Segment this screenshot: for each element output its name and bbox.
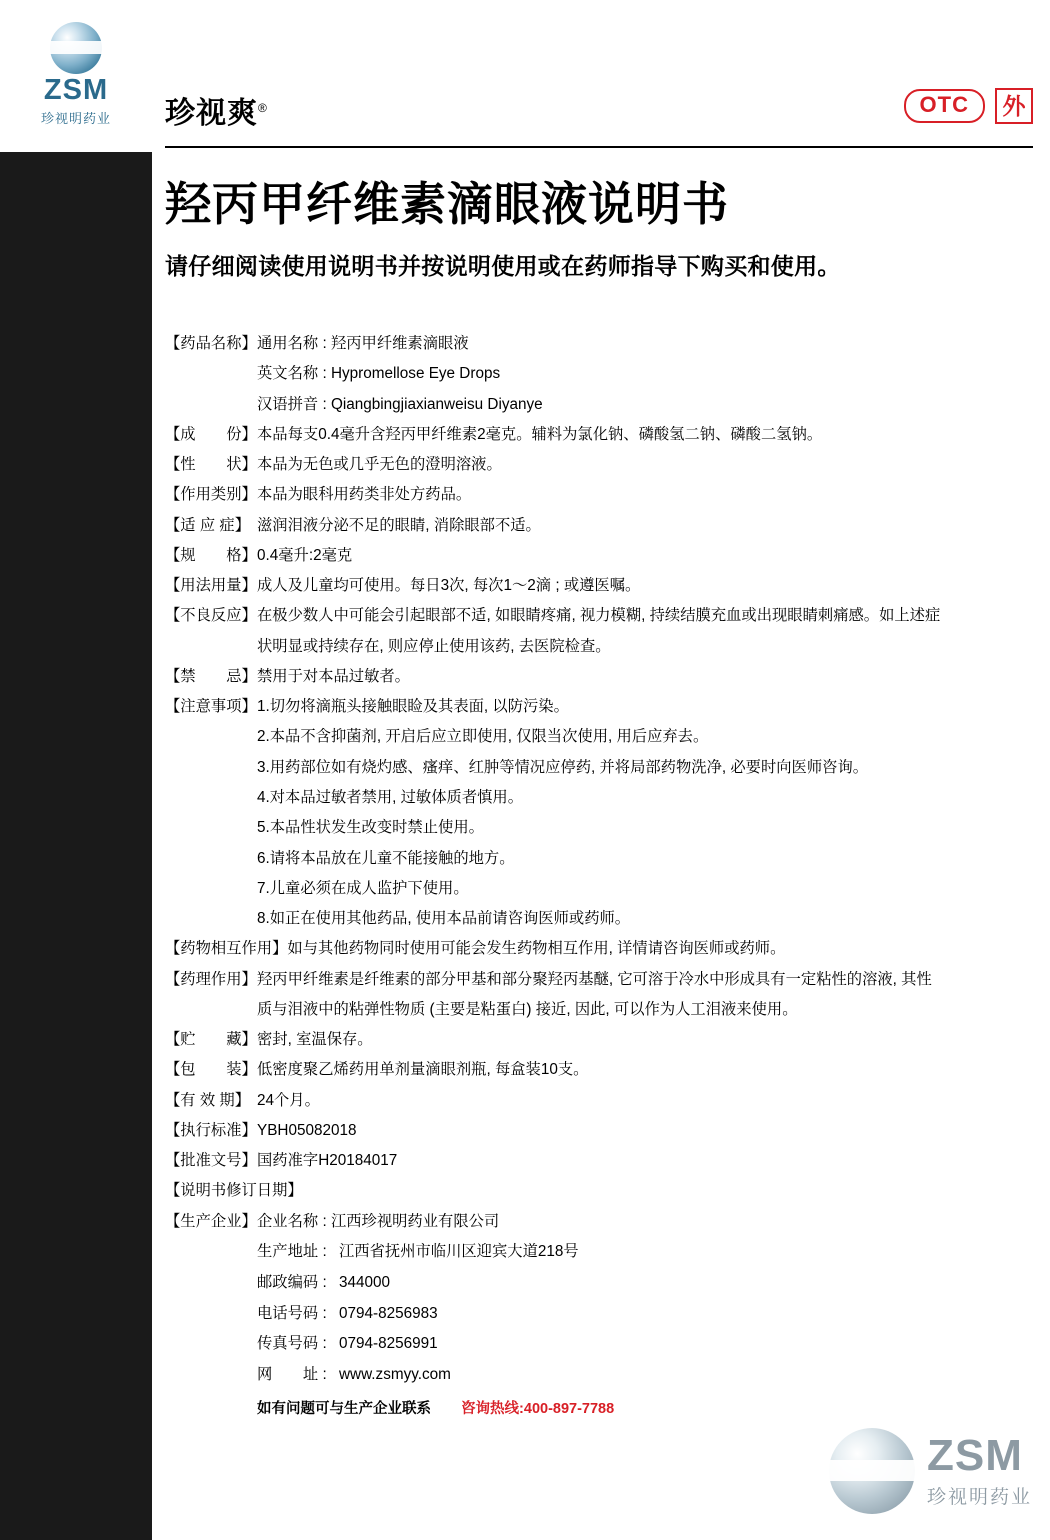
registered-mark: ® xyxy=(258,101,268,115)
section-dosage xyxy=(165,574,1033,599)
section-specification xyxy=(165,544,1033,569)
section-shelf-life xyxy=(165,1089,1033,1114)
section-label-storage: 【贮 藏】 xyxy=(165,1031,257,1049)
product-trademark-text: 珍视爽 xyxy=(165,97,258,130)
section-value-shelf-life: 24个月。 xyxy=(257,1091,320,1109)
header-divider xyxy=(165,146,1033,148)
contact-row-address xyxy=(257,1240,1033,1265)
contact-label-address: 生产地址 : xyxy=(257,1242,327,1260)
footer-logo-cn: 珍视明药业 xyxy=(926,1486,1032,1508)
section-label-standard: 【执行标准】 xyxy=(165,1121,257,1139)
section-value-manufacturer-name: 企业名称 : 江西珍视明药业有限公司 xyxy=(257,1212,500,1230)
section-ingredients xyxy=(165,423,1033,448)
footer-hotline: 咨询热线:400-897-7788 xyxy=(461,1400,615,1417)
section-value-dosage: 成人及儿童均可使用。每日3次, 每次1～2滴 ; 或遵医嘱。 xyxy=(257,577,641,595)
section-storage xyxy=(165,1028,1033,1053)
section-value-appearance: 本品为无色或几乎无色的澄明溶液。 xyxy=(257,456,502,474)
section-label-pharmacology: 【药理作用】 xyxy=(165,970,257,988)
section-label-ingredients: 【成 份】 xyxy=(165,425,257,443)
section-appearance xyxy=(165,453,1033,478)
zsm-sphere-icon-footer xyxy=(829,1428,915,1514)
section-indication xyxy=(165,514,1033,539)
section-value-specification: 0.4毫升:2毫克 xyxy=(257,546,353,564)
contact-value-address: 江西省抚州市临川区迎宾大道218号 xyxy=(339,1242,579,1260)
section-value-drug-name-english: 英文名称 : Hypromellose Eye Drops xyxy=(257,365,501,383)
brand-logo-cn: 珍视明药业 xyxy=(40,111,111,126)
section-manufacturer xyxy=(165,1210,1033,1235)
precaution-item-4: 4.对本品过敏者禁用, 过敏体质者慎用。 xyxy=(257,788,524,806)
contact-value-website[interactable]: www.zsmyy.com xyxy=(339,1366,451,1384)
otc-badge: OTC xyxy=(904,89,985,122)
precaution-item-5: 5.本品性状发生改变时禁止使用。 xyxy=(257,819,484,837)
footer-logo xyxy=(829,1428,1032,1514)
section-pharmacology xyxy=(165,968,1033,993)
section-label-adverse-reactions: 【不良反应】 xyxy=(165,607,257,625)
precaution-item-6: 6.请将本品放在儿童不能接触的地方。 xyxy=(257,849,515,867)
section-label-dosage: 【用法用量】 xyxy=(165,577,257,595)
contact-label-fax: 传真号码 : xyxy=(257,1335,327,1353)
section-value-adverse-reactions-line1: 在极少数人中可能会引起眼部不适, 如眼睛疼痛, 视力模糊, 持续结膜充血或出现眼睛刺痛感。如上述症 xyxy=(257,607,941,625)
document-content xyxy=(165,0,1035,1540)
contact-label-website: 网 址 : xyxy=(257,1366,327,1384)
section-value-storage: 密封, 室温保存。 xyxy=(257,1031,373,1049)
contact-row-postcode xyxy=(257,1271,1033,1296)
section-value-category: 本品为眼科用药类非处方药品。 xyxy=(257,486,472,504)
section-label-indication: 【适 应 症】 xyxy=(165,516,250,534)
section-value-pharmacology-line1: 羟丙甲纤维素是纤维素的部分甲基和部分聚羟丙基醚, 它可溶于冷水中形成具有一定粘性的溶液, 其性 xyxy=(257,970,932,988)
section-label-contraindications: 【禁 忌】 xyxy=(165,667,257,685)
section-label-revision-date: 【说明书修订日期】 xyxy=(165,1182,303,1200)
badge-group xyxy=(904,88,1033,124)
section-label-package: 【包 装】 xyxy=(165,1061,257,1079)
section-value-ingredients: 本品每支0.4毫升含羟丙甲纤维素2毫克。辅料为氯化钠、磷酸氢二钠、磷酸二氢钠。 xyxy=(257,425,823,443)
section-value-drug-interactions: 如与其他药物同时使用可能会发生药物相互作用, 详情请咨询医师或药师。 xyxy=(287,940,786,958)
contact-label-postcode: 邮政编码 : xyxy=(257,1273,327,1291)
contact-value-fax: 0794-8256991 xyxy=(339,1335,438,1353)
section-label-precautions: 【注意事项】 xyxy=(165,698,257,716)
section-value-package: 低密度聚乙烯药用单剂量滴眼剂瓶, 每盒装10支。 xyxy=(257,1061,589,1079)
section-value-indication: 滋润泪液分泌不足的眼睛, 消除眼部不适。 xyxy=(257,516,541,534)
product-trademark xyxy=(165,88,268,132)
section-value-drug-name-pinyin: 汉语拼音 : Qiangbingjiaxianweisu Diyanye xyxy=(257,395,543,413)
section-package xyxy=(165,1058,1033,1083)
contact-value-phone: 0794-8256983 xyxy=(339,1304,438,1322)
contact-row-website xyxy=(257,1363,1033,1388)
section-value-approval-number: 国药准字H20184017 xyxy=(257,1152,398,1170)
contact-value-postcode: 344000 xyxy=(339,1273,391,1291)
section-adverse-reactions xyxy=(165,604,1033,629)
section-label-appearance: 【性 状】 xyxy=(165,456,257,474)
footer-contact-note xyxy=(257,1398,1033,1421)
precaution-item-8: 8.如正在使用其他药品, 使用本品前请咨询医师或药师。 xyxy=(257,910,631,928)
precaution-item-1: 1.切勿将滴瓶头接触眼睑及其表面, 以防污染。 xyxy=(257,698,569,716)
section-contraindications xyxy=(165,665,1033,690)
section-label-drug-name: 【药品名称】 xyxy=(165,335,257,352)
page-subtitle: 请仔细阅读使用说明书并按说明使用或在药师指导下购买和使用。 xyxy=(165,253,841,279)
precaution-item-2: 2.本品不含抑菌剂, 开启后应立即使用, 仅限当次使用, 用后应弃去。 xyxy=(257,728,709,746)
left-decorative-band xyxy=(0,0,152,1540)
section-standard xyxy=(165,1119,1033,1144)
section-label-shelf-life: 【有 效 期】 xyxy=(165,1091,250,1109)
section-drug-name xyxy=(165,332,1033,357)
zsm-sphere-icon xyxy=(50,22,102,74)
section-drug-interactions xyxy=(165,937,1033,962)
footer-logo-text: ZSM xyxy=(926,1430,1023,1480)
external-use-badge: 外 xyxy=(995,88,1033,124)
section-value-drug-name-generic: 通用名称 : 羟丙甲纤维素滴眼液 xyxy=(257,335,469,352)
section-category xyxy=(165,483,1033,508)
section-value-adverse-reactions-line2: 状明显或持续存在, 则应停止使用该药, 去医院检查。 xyxy=(257,637,611,655)
contact-row-fax xyxy=(257,1332,1033,1357)
section-label-approval-number: 【批准文号】 xyxy=(165,1152,257,1170)
contact-row-phone xyxy=(257,1302,1033,1327)
section-value-pharmacology-line2: 质与泪液中的粘弹性物质 (主要是粘蛋白) 接近, 因此, 可以作为人工泪液来使用。 xyxy=(257,1000,798,1018)
brand-logo-text: ZSM xyxy=(43,74,109,106)
brand-logo xyxy=(14,22,138,134)
precaution-item-3: 3.用药部位如有烧灼感、瘙痒、红肿等情况应停药, 并将局部药物洗净, 必要时向医师咨询。 xyxy=(257,758,869,776)
contact-label-phone: 电话号码 : xyxy=(257,1304,327,1322)
precaution-item-7: 7.儿童必须在成人监护下使用。 xyxy=(257,879,469,897)
header-row xyxy=(165,88,1033,138)
page-title: 羟丙甲纤维素滴眼液说明书 xyxy=(165,178,729,230)
section-label-category: 【作用类别】 xyxy=(165,486,257,504)
leaflet-body xyxy=(165,332,1033,1421)
section-value-standard: YBH05082018 xyxy=(257,1121,357,1139)
section-revision-date xyxy=(165,1179,1033,1204)
section-value-contraindications: 禁用于对本品过敏者。 xyxy=(257,667,410,685)
section-precautions xyxy=(165,695,1033,720)
section-label-manufacturer: 【生产企业】 xyxy=(165,1212,257,1230)
section-label-drug-interactions: 【药物相互作用】 xyxy=(165,940,288,958)
section-label-specification: 【规 格】 xyxy=(165,546,257,564)
footer-note-text: 如有问题可与生产企业联系 xyxy=(257,1400,431,1417)
section-approval-number xyxy=(165,1149,1033,1174)
